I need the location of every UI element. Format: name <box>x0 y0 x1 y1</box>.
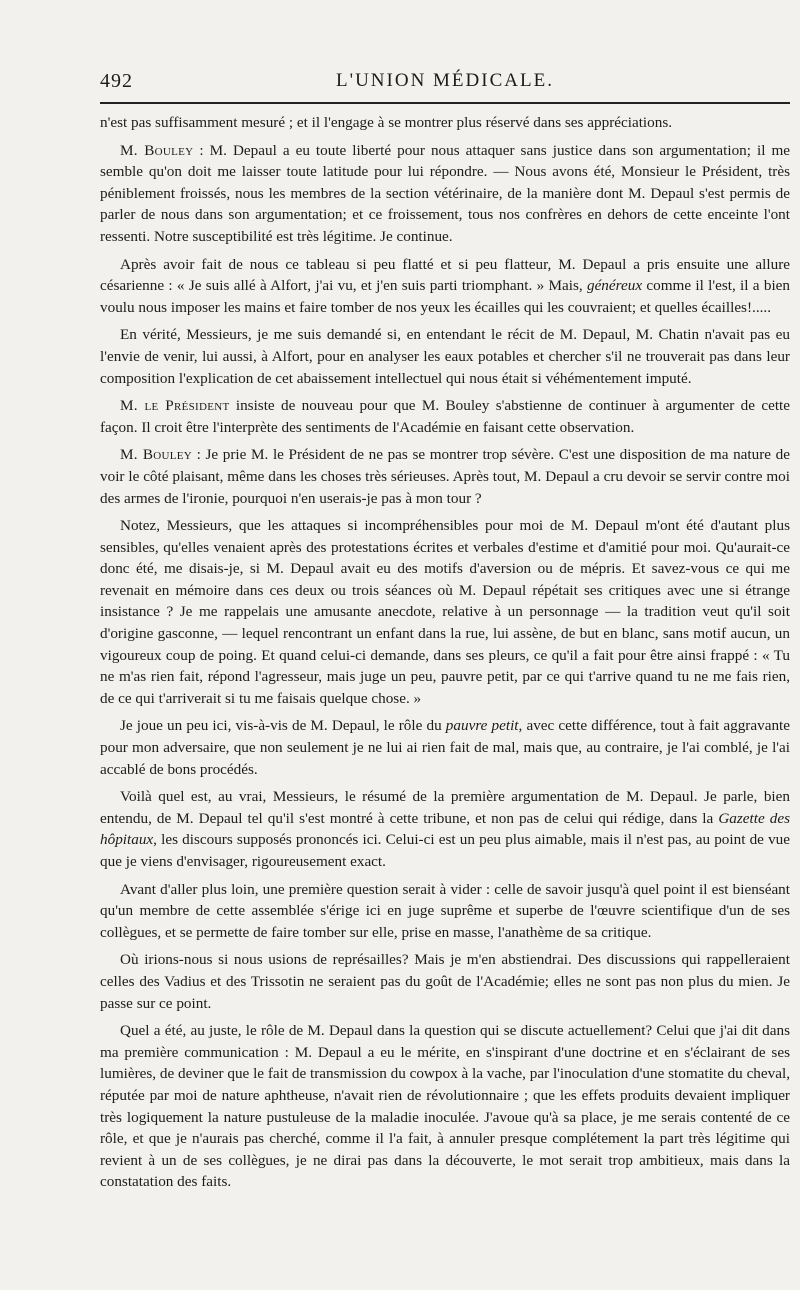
paragraph-text: insiste de nouveau pour que M. Bouley s'abstienne de continuer à argumenter de cette façon. Il croit être l'interprète des sentiments de l'Académie en faisant cette observation. <box>100 397 790 436</box>
paragraph-text: avec cette différence, tout à fait aggravante pour mon adversaire, que non seulement je ne lui ai rien fait de mal, mais que, au contraire, je l'ai comblé, je l'ai accablé de bons procédés. <box>100 717 790 778</box>
paragraph-text: Où irions-nous si nous usions de représailles? Mais je m'en abstiendrai. Des discussions qui rappelleraient celles des Vadius et des Trissotin ne seraient pas du goût de l'Académie; elles ne sont pas non plus du mien. Je passe sur ce point. <box>100 951 790 1012</box>
speaker-name: M. le Président <box>120 397 230 415</box>
paragraph-text: En vérité, Messieurs, je me suis demandé si, en entendant le récit de M. Depaul, M. Chatin n'avait pas eu l'envie de venir, lui aussi, à Alfort, pour en analyser les eaux potables et chercher s'il ne trouverait pas dans leur composition l'explication de cet abaissement intellectuel qui nous était si véhémentement imputé. <box>100 326 790 387</box>
paragraph-text: comme il l'est, il a bien voulu nous imposer les mains et faire tomber de nos yeux les écailles qui les couvraient; et quelles écailles!..... <box>100 277 790 316</box>
running-title: L'UNION MÉDICALE. <box>336 70 554 91</box>
paragraph <box>100 444 790 509</box>
paragraph <box>100 715 790 780</box>
italic-text: généreux <box>586 277 643 295</box>
paragraph <box>100 949 790 1014</box>
paragraph <box>100 324 790 389</box>
page-number: 492 <box>100 70 133 92</box>
header-rule <box>100 102 790 104</box>
article-body <box>100 112 790 1199</box>
paragraph-text: Je joue un peu ici, vis-à-vis de M. Depaul, le rôle du <box>120 717 446 735</box>
paragraph-text: Notez, Messieurs, que les attaques si incompréhensibles pour moi de M. Depaul m'ont été d'autant plus sensibles, qu'elles venaient après des protestations écrites et verbales d'estime et d'amitié pour moi. Qu'aurait-ce donc été, me disais-je, si M. Depaul avait eu des motifs d'aversion ou de mépris. Et savez-vous ce qui me revenait en mémoire dans ces deux ou trois séances où M. Depaul répétait ses critiques avec une si étrange insistance ? Je me rappelais une amusante anecdote, relative à un personnage — la tradition veut qu'il soit d'origine gasconne, — lequel rencontrant un enfant dans la rue, lui assène, de but en blanc, sans motif aucun, un vigoureux coup de poing. Et quand celui-ci demande, dans ses pleurs, ce qu'il a fait pour être ainsi frappé : « Tu ne m'as rien fait, répond l'agresseur, mais juge un peu, pauvre petit, par ce qui t'arrive quand tu ne me fais rien, de ce qui t'arriverait si tu me faisais quelque chose. » <box>100 517 790 707</box>
paragraph-text: Avant d'aller plus loin, une première question serait à vider : celle de savoir jusqu'à quel point il est bienséant qu'un membre de cette assemblée s'érige ici en juge suprême et superbe de l'œuvre scientifique d'un de ses collègues, et se permette de faire tomber sur elle, prise en masse, l'anathème de sa critique. <box>100 880 790 941</box>
paragraph <box>100 515 790 709</box>
paragraph <box>100 254 790 319</box>
paragraph <box>100 879 790 944</box>
paragraph-text: : Je prie M. le Président de ne pas se montrer trop sévère. C'est une disposition de ma nature de voir le côté plaisant, même dans les choses très sérieuses. Après tout, M. Depaul a cru devoir se servir contre moi des armes de l'ironie, pourquoi n'en userais-je pas à mon tour ? <box>100 446 790 507</box>
speaker-name: M. Bouley <box>120 446 193 464</box>
paragraph-text: Après avoir fait de nous ce tableau si peu flatté et si peu flatteur, M. Depaul a pris ensuite une allure césarienne : « Je suis allé à Alfort, j'ai vu, et j'en suis parti triomphant. » Mais, <box>100 255 790 295</box>
paragraph-text: Voilà quel est, au vrai, Messieurs, le résumé de la première argumentation de M. Depaul. Je parle, bien entendu, de M. Depaul tel qu'il s'est montré à cette tribune, et non pas de celui qui rédige, dans la <box>100 788 790 827</box>
paragraph <box>100 112 790 134</box>
paragraph <box>100 395 790 438</box>
paragraph <box>100 140 790 248</box>
speaker-name: M. Bouley <box>120 141 194 159</box>
paragraph-text: n'est pas suffisamment mesuré ; et il l'engage à se montrer plus réservé dans ses appréciations. <box>100 114 673 131</box>
italic-text: pauvre petit, <box>445 717 523 735</box>
paragraph <box>100 1020 790 1193</box>
page-header <box>100 70 790 98</box>
paragraph-text: : M. Depaul a eu toute liberté pour nous attaquer sans justice dans son argumentation; il me semble qu'on doit me laisser toute latitude pour lui répondre. — Nous avons été, Monsieur le Président, très péniblement froissés, nous les membres de la section vétérinaire, de la manière dont M. Depaul s'est permis de parler de nous dans son argumentation; et ce froissement, tous nos confrères en dehors de cette enceinte l'ont ressenti. Notre susceptibilité est très légitime. Je continue. <box>100 141 791 245</box>
paragraph <box>100 786 790 872</box>
italic-text: Gazette des hôpitaux <box>100 809 791 849</box>
paragraph-text: , les discours supposés prononcés ici. Celui-ci est un peu plus aimable, mais il n'est pas, au point de vue que je viens d'envisager, rigoureusement exact. <box>100 831 790 870</box>
paragraph-text: Quel a été, au juste, le rôle de M. Depaul dans la question qui se discute actuellement? Celui que j'ai dit dans ma première communication : M. Depaul a eu le mérite, en s'inspirant d'une doctrine et en s'éclairant de ses lumières, de deviner que le fait de transmission du cowpox à la vache, par l'inoculation d'une stomatite du cheval, réputée par moi de nature aphtheuse, n'avait rien de révolutionnaire ; que les effets produits devaient impliquer très logiquement la nature pustuleuse de la maladie inoculée. J'avoue qu'à sa place, je me serais contenté de ce rôle, et que je n'aurais pas cherché, comme il l'a fait, à annuler presque complétement la part très légitime qui revient à un de ses collègues, je ne dirai pas dans la découverte, le mot serait trop ambitieux, mais dans la constatation des faits. <box>100 1022 790 1191</box>
